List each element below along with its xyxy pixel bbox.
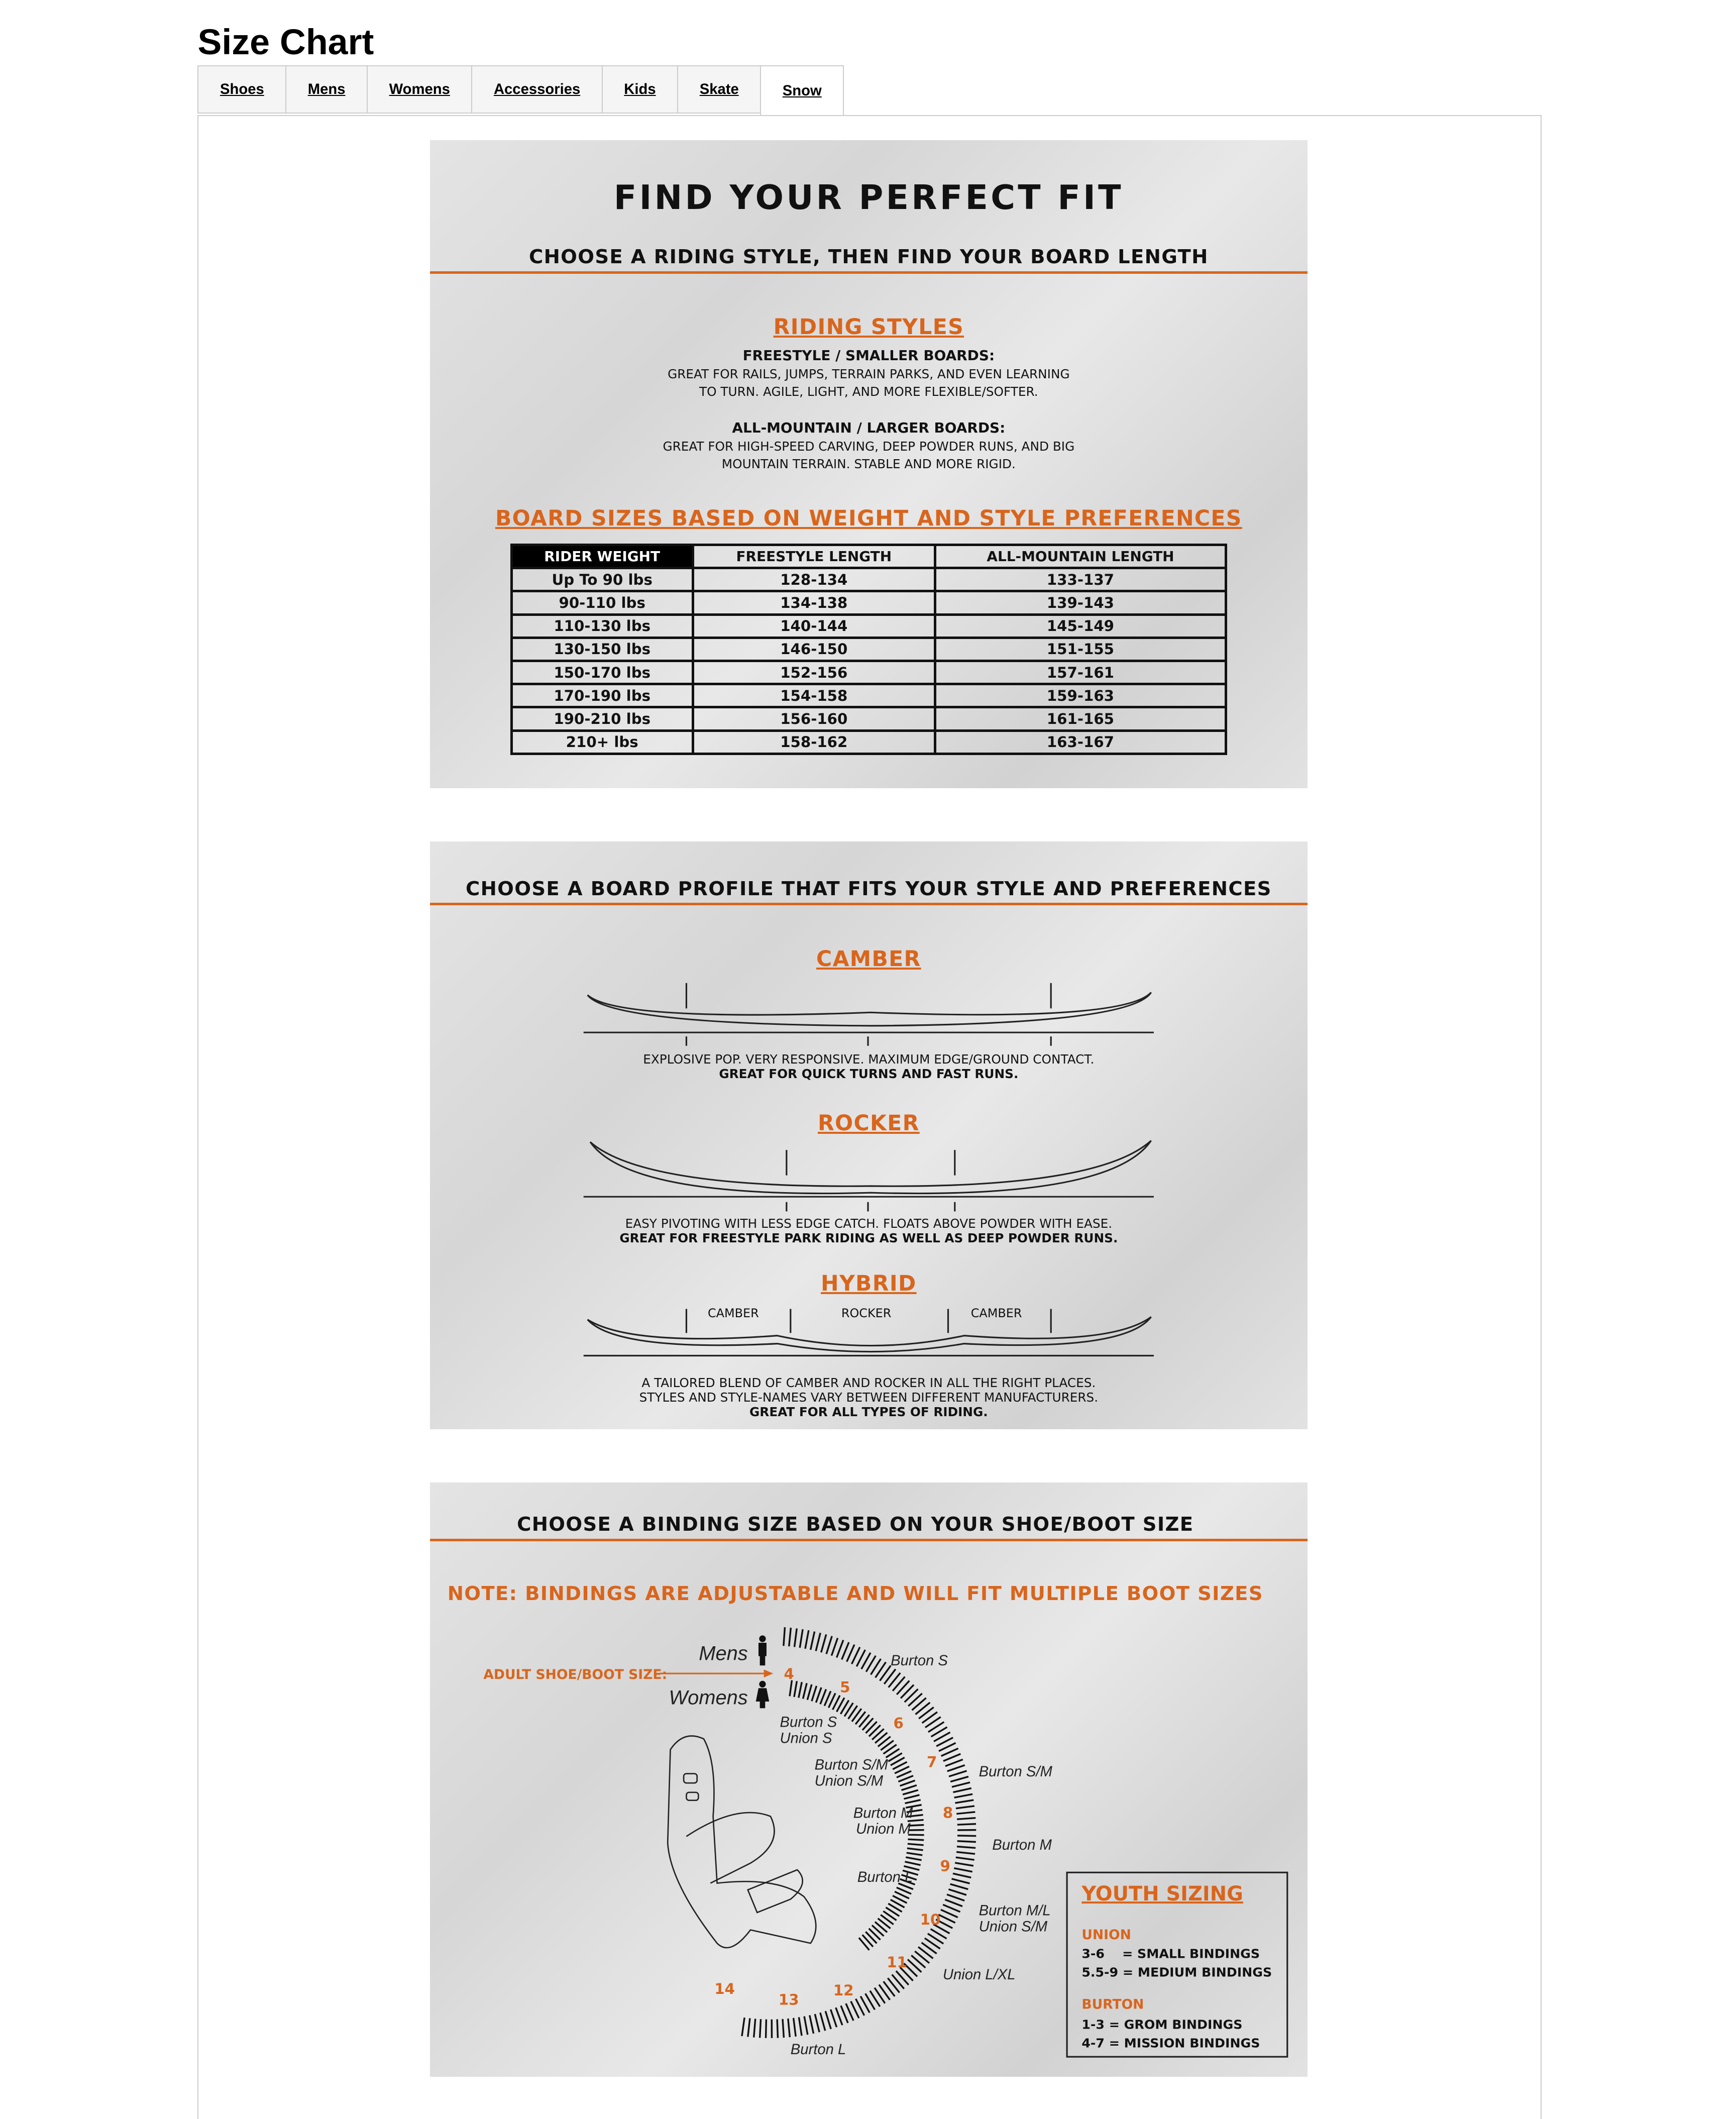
- mens-scale-tick: [956, 1852, 975, 1854]
- womens-scale-tick: [907, 1848, 923, 1850]
- mens-scale-tick: [800, 1629, 803, 1648]
- mens-scale-tick: [784, 1627, 785, 1646]
- table-cell: 140-144: [693, 614, 935, 638]
- mens-scale-tick: [842, 1642, 849, 1659]
- womens-scale-tick: [908, 1844, 924, 1845]
- youth-row: 3-6 = SMALL BINDINGS: [1081, 1946, 1260, 1961]
- mens-scale-tick: [957, 1824, 976, 1825]
- binding-size-label: Burton M: [992, 1837, 1052, 1853]
- womens-scale-tick: [803, 1683, 807, 1699]
- table-cell: 170-190 lbs: [511, 684, 693, 707]
- mens-scale-tick: [794, 2018, 796, 2037]
- binding-title: CHOOSE A BINDING SIZE BASED ON YOUR SHOE/BOOT SIZE: [430, 1513, 1308, 1536]
- shoe-size-number: 13: [779, 1991, 799, 2008]
- womens-scale-tick: [816, 1687, 822, 1703]
- binding-size-dial: [430, 1482, 1308, 2077]
- mens-scale-tick: [805, 1630, 809, 1649]
- mens-scale-tick: [788, 2019, 790, 2037]
- table-cell: 139-143: [935, 591, 1226, 614]
- table-cell: 90-110 lbs: [511, 591, 693, 614]
- shoe-size-number: 8: [943, 1804, 953, 1821]
- womens-scale-tick: [905, 1862, 920, 1865]
- tab-mens[interactable]: Mens: [285, 65, 367, 114]
- table-cell: 150-170 lbs: [511, 661, 693, 684]
- mens-scale-tick: [760, 2019, 761, 2038]
- binding-size-label: Union S: [780, 1730, 833, 1746]
- mens-scale-tick: [748, 2018, 750, 2037]
- column-header: FREESTYLE LENGTH: [693, 545, 935, 568]
- mens-scale-tick: [957, 1841, 976, 1842]
- womens-scale-tick: [907, 1853, 923, 1855]
- fit-subtitle: CHOOSE A RIDING STYLE, THEN FIND YOUR BOARD LENGTH: [430, 246, 1308, 268]
- mens-scale-tick: [841, 2005, 848, 2023]
- mens-scale-tick: [804, 2017, 808, 2035]
- binding-size-label: Burton S/M: [979, 1764, 1053, 1780]
- table-cell: 210+ lbs: [511, 730, 693, 754]
- table-cell: 163-167: [935, 730, 1226, 754]
- mens-scale-tick: [945, 1899, 962, 1906]
- table-cell: 130-150 lbs: [511, 638, 693, 661]
- mens-scale-tick: [954, 1794, 973, 1797]
- camber-text: EXPLOSIVE POP. VERY RESPONSIVE. MAXIMUM EDGE/GROUND CONTACT.: [430, 1051, 1308, 1069]
- mens-scale-tick: [956, 1806, 974, 1809]
- hybrid-rocker-label: ROCKER: [841, 1305, 892, 1322]
- binding-size-label: Burton S: [891, 1653, 948, 1669]
- table-cell: 134-138: [693, 591, 935, 614]
- shoe-size-number: 10: [920, 1911, 941, 1928]
- youth-sizing-box: [1067, 1872, 1287, 2057]
- youth-row: 1-3 = GROM BINDINGS: [1081, 2017, 1242, 2032]
- table-cell: 145-149: [935, 614, 1226, 638]
- mens-scale-tick: [820, 2012, 825, 2031]
- table-row: [511, 591, 1226, 614]
- tab-kids[interactable]: Kids: [602, 65, 677, 114]
- table-row: [511, 638, 1226, 661]
- binding-size-label: Union S/M: [815, 1773, 884, 1789]
- page-title: Size Chart: [197, 22, 374, 63]
- binding-size-label: Burton S/M: [815, 1757, 889, 1773]
- shoe-size-number: 12: [833, 1982, 854, 1999]
- shoe-size-number: 5: [840, 1678, 850, 1696]
- mens-scale-tick: [815, 2014, 819, 2032]
- mens-scale-tick: [831, 1638, 837, 1655]
- tab-womens[interactable]: Womens: [367, 65, 471, 114]
- mens-scale-tick: [952, 1782, 970, 1787]
- womens-scale-tick: [790, 1680, 792, 1697]
- hybrid-camber-label: CAMBER: [708, 1305, 759, 1322]
- table-cell: 146-150: [693, 638, 935, 661]
- binding-note: NOTE: BINDINGS ARE ADJUSTABLE AND WILL FIT MULTIPLE BOOT SIZES: [430, 1582, 1308, 1605]
- shoe-size-number: 6: [894, 1715, 904, 1732]
- allmountain-text: GREAT FOR HIGH-SPEED CARVING, DEEP POWDER RUNS, AND BIG: [430, 438, 1308, 456]
- board-size-table: [510, 544, 1228, 755]
- womens-scale-tick: [794, 1681, 797, 1697]
- mens-scale-tick: [948, 1889, 966, 1895]
- shoe-size-number: 4: [784, 1665, 794, 1682]
- table-row: [511, 661, 1226, 684]
- table-cell: 159-163: [935, 684, 1226, 707]
- table-cell: 152-156: [693, 661, 935, 684]
- mens-scale-tick: [742, 2018, 744, 2036]
- mens-scale-tick: [951, 1879, 969, 1883]
- fit-title: FIND YOUR PERFECT FIT: [430, 178, 1308, 217]
- allmountain-text: MOUNTAIN TERRAIN. STABLE AND MORE RIGID.: [430, 456, 1308, 473]
- hybrid-heading: HYBRID: [430, 1272, 1308, 1296]
- mens-scale-tick: [950, 1776, 968, 1781]
- table-row: [511, 684, 1226, 707]
- binding-size-label: Union S/M: [979, 1919, 1048, 1935]
- binding-size-label: Burton M: [853, 1805, 913, 1821]
- hybrid-text: A TAILORED BLEND OF CAMBER AND ROCKER IN ALL THE RIGHT PLACES.: [430, 1374, 1308, 1392]
- mens-label: Mens: [699, 1643, 748, 1665]
- womens-icon: [756, 1681, 770, 1708]
- tab-snow[interactable]: Snow: [760, 65, 844, 116]
- womens-scale-tick: [900, 1780, 915, 1786]
- table-cell: 133-137: [935, 568, 1226, 591]
- binding-size-label: Burton L: [791, 2042, 846, 2058]
- mens-scale-tick: [956, 1857, 974, 1860]
- arrow-icon: [660, 1669, 773, 1677]
- mens-scale-tick: [795, 1628, 797, 1647]
- table-cell: 156-160: [693, 707, 935, 730]
- freestyle-text: TO TURN. AGILE, LIGHT, AND MORE FLEXIBLE/SOFTER.: [430, 383, 1308, 401]
- table-row: [511, 568, 1226, 591]
- binding-size-label: Burton S: [780, 1714, 837, 1730]
- mens-scale-tick: [754, 2019, 755, 2037]
- womens-scale-tick: [903, 1790, 918, 1794]
- hybrid-text: GREAT FOR ALL TYPES OF RIDING.: [430, 1404, 1308, 1421]
- mens-scale-tick: [943, 1904, 960, 1912]
- camber-heading: CAMBER: [430, 947, 1308, 972]
- mens-scale-tick: [831, 2009, 837, 2027]
- youth-union-heading: UNION: [1081, 1927, 1131, 1943]
- mens-scale-tick: [810, 2015, 814, 2033]
- table-cell: 110-130 lbs: [511, 614, 693, 638]
- mens-scale-tick: [949, 1771, 967, 1776]
- mens-scale-tick: [957, 1847, 975, 1848]
- hybrid-text: STYLES AND STYLE-NAMES VARY BETWEEN DIFFERENT MANUFACTURERS.: [430, 1389, 1308, 1407]
- table-cell: 128-134: [693, 568, 935, 591]
- mens-scale-tick: [826, 1636, 832, 1654]
- mens-scale-tick: [947, 1894, 964, 1900]
- mens-scale-tick: [957, 1818, 975, 1820]
- table-row: [511, 707, 1226, 730]
- mens-scale-tick: [783, 2019, 784, 2038]
- shoe-size-number: 11: [887, 1954, 907, 1971]
- riding-styles-heading: RIDING STYLES: [430, 315, 1308, 340]
- mens-scale-tick: [816, 1633, 820, 1651]
- womens-scale-tick: [905, 1800, 921, 1804]
- binding-size-infographic: [430, 1482, 1308, 2077]
- shoe-size-number: 9: [940, 1858, 950, 1875]
- youth-row: 4-7 = MISSION BINDINGS: [1081, 2036, 1260, 2050]
- divider: [430, 271, 1308, 274]
- womens-scale-tick: [807, 1684, 812, 1700]
- mens-scale-tick: [955, 1800, 973, 1803]
- table-cell: 157-161: [935, 661, 1226, 684]
- table-cell: 161-165: [935, 707, 1226, 730]
- binding-size-label: Burton L: [857, 1869, 913, 1885]
- table-cell: 158-162: [693, 730, 935, 754]
- mens-scale-tick: [950, 1884, 968, 1889]
- mens-scale-tick: [943, 1754, 960, 1761]
- adult-size-label: ADULT SHOE/BOOT SIZE:: [483, 1667, 667, 1682]
- womens-scale-tick: [908, 1839, 924, 1840]
- womens-scale-tick: [904, 1795, 920, 1799]
- womens-scale-tick: [902, 1785, 917, 1790]
- mens-scale-tick: [954, 1868, 972, 1872]
- rocker-text: GREAT FOR FREESTYLE PARK RIDING AS WELL AS DEEP POWDER RUNS.: [430, 1230, 1308, 1247]
- freestyle-text: GREAT FOR RAILS, JUMPS, TERRAIN PARKS, AND EVEN LEARNING: [430, 366, 1308, 383]
- board-sizes-heading: BOARD SIZES BASED ON WEIGHT AND STYLE PREFERENCES: [430, 506, 1308, 531]
- profile-title: CHOOSE A BOARD PROFILE THAT FITS YOUR STYLE AND PREFERENCES: [430, 878, 1308, 900]
- womens-scale-tick: [799, 1682, 802, 1698]
- mens-scale-tick: [777, 2019, 778, 2038]
- tab-shoes[interactable]: Shoes: [197, 65, 285, 114]
- freestyle-title: FREESTYLE / SMALLER BOARDS:: [430, 347, 1308, 365]
- binding-drawing-icon: [668, 1736, 816, 1948]
- youth-row: 5.5-9 = MEDIUM BINDINGS: [1081, 1965, 1272, 1980]
- mens-scale-tick: [825, 2011, 831, 2029]
- table-cell: 151-155: [935, 638, 1226, 661]
- binding-size-label: Union L/XL: [943, 1967, 1016, 1983]
- womens-scale-tick: [812, 1686, 817, 1701]
- mens-scale-tick: [947, 1765, 965, 1771]
- table-cell: Up To 90 lbs: [511, 568, 693, 591]
- mens-scale-tick: [956, 1812, 975, 1814]
- rocker-board-drawing: [584, 1140, 1154, 1211]
- camber-text: GREAT FOR QUICK TURNS AND FAST RUNS.: [430, 1066, 1308, 1083]
- table-cell: 154-158: [693, 684, 935, 707]
- tab-skate[interactable]: Skate: [677, 65, 760, 114]
- mens-icon: [758, 1635, 767, 1665]
- mens-scale-tick: [766, 2020, 767, 2038]
- youth-burton-heading: BURTON: [1081, 1996, 1144, 2012]
- board-profile-infographic: [430, 841, 1308, 1429]
- hybrid-camber-label: CAMBER: [971, 1305, 1022, 1322]
- mens-scale-tick: [799, 2017, 802, 2036]
- mens-scale-tick: [789, 1628, 791, 1646]
- mens-scale-tick: [811, 1632, 815, 1650]
- shoe-size-number: 7: [927, 1753, 937, 1770]
- table-row: [511, 730, 1226, 754]
- mens-scale-tick: [945, 1759, 963, 1766]
- column-header: RIDER WEIGHT: [511, 545, 693, 568]
- mens-scale-tick: [821, 1634, 826, 1652]
- mens-scale-tick: [953, 1873, 971, 1877]
- womens-label: Womens: [669, 1686, 747, 1709]
- mens-scale-tick: [955, 1863, 973, 1866]
- rocker-heading: ROCKER: [430, 1111, 1308, 1136]
- board-profile-drawings: [430, 841, 1308, 1429]
- tab-accessories[interactable]: Accessories: [471, 65, 601, 114]
- table-row: [511, 614, 1226, 638]
- mens-scale-tick: [837, 1640, 843, 1658]
- camber-board-drawing: [584, 983, 1154, 1046]
- binding-size-label: Union M: [856, 1821, 911, 1837]
- column-header: ALL-MOUNTAIN LENGTH: [935, 545, 1226, 568]
- hybrid-board-drawing: [584, 1309, 1154, 1355]
- womens-scale-tick: [906, 1857, 921, 1860]
- womens-binding-labels: [780, 1714, 913, 1885]
- table-cell: 190-210 lbs: [511, 707, 693, 730]
- binding-size-label: Burton M/L: [979, 1902, 1051, 1919]
- mens-scale-tick: [836, 2007, 842, 2025]
- rocker-text: EASY PIVOTING WITH LESS EDGE CATCH. FLOATS ABOVE POWDER WITH EASE.: [430, 1215, 1308, 1233]
- mens-scale-tick: [953, 1788, 971, 1792]
- allmountain-title: ALL-MOUNTAIN / LARGER BOARDS:: [430, 419, 1308, 437]
- fit-infographic: [430, 140, 1308, 788]
- youth-sizing-title: YOUTH SIZING: [1081, 1882, 1243, 1905]
- tab-bar: [197, 65, 844, 116]
- shoe-size-number: 14: [714, 1980, 735, 1997]
- womens-scale-tick: [820, 1689, 826, 1704]
